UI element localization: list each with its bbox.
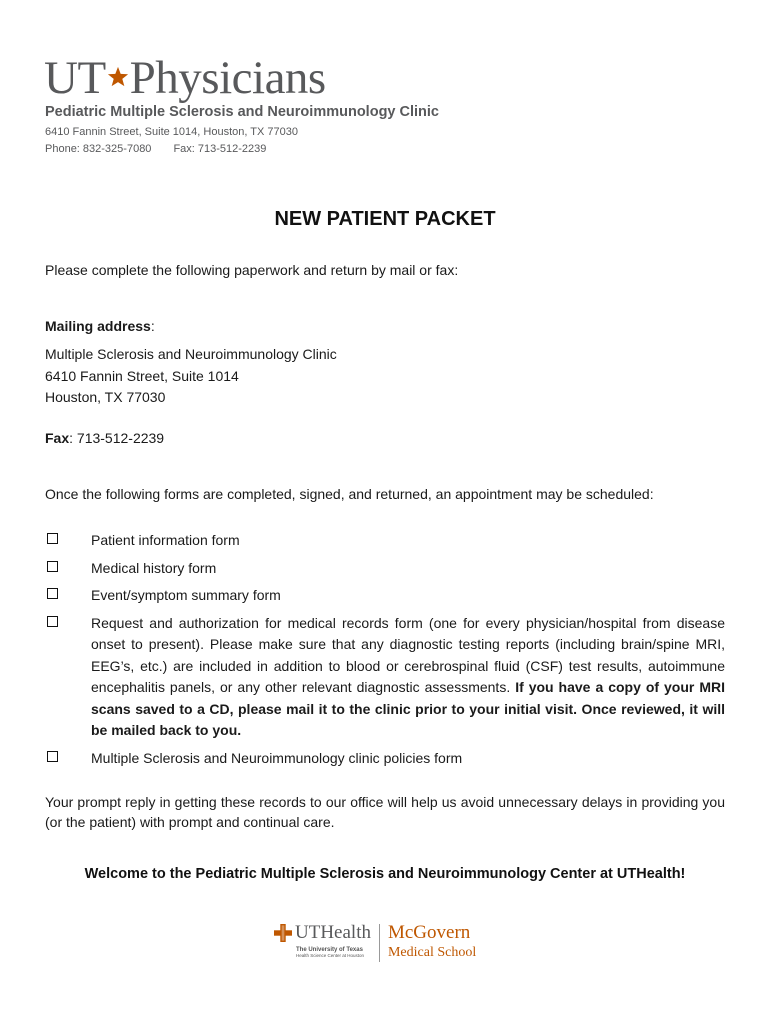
checklist-item-label: Request and authorization for medical records form (one for every physician/hospital from disease onset to present). Please make sure that any diagnostic testing reports (including brain/spine MRI, EEG’s, etc.) are included in addition to blood or cerebrospinal fluid (CSF) test results, autoimmune encephalitis panels, or any other relevant diagnostic assessments. <box>91 614 725 695</box>
checkbox[interactable] <box>47 561 58 572</box>
clinic-name: Pediatric Multiple Sclerosis and Neuroimmunology Clinic <box>45 104 439 120</box>
mailing-line-2: 6410 Fannin Street, Suite 1014 <box>45 368 239 384</box>
checklist-item <box>45 613 725 742</box>
clinic-phone: Phone: 832-325-7080 <box>45 143 152 155</box>
checklist-item-label: Medical history form <box>91 559 217 576</box>
checkbox[interactable] <box>47 751 58 762</box>
welcome-message: Welcome to the Pediatric Multiple Sclerosis and Neuroimmunology Center at UTHealth! <box>84 866 686 882</box>
fax-value: : 713-512-2239 <box>69 430 165 446</box>
checklist-item-label: Patient information form <box>91 532 240 548</box>
logo-physicians-text: Physicians <box>129 52 326 104</box>
page-title: NEW PATIENT PACKET <box>274 208 496 230</box>
checkbox[interactable] <box>47 588 58 599</box>
mailing-address-heading: Mailing address: <box>45 318 155 334</box>
mcgovern-logo <box>388 922 476 962</box>
closing-paragraph: Your prompt reply in getting these records to our office will help us avoid unnecessary delays in providing you (or the patient) with prompt and continual care. <box>45 794 725 830</box>
ut-physicians-logo <box>44 52 326 102</box>
forms-checklist <box>45 530 725 769</box>
checkbox[interactable] <box>47 533 58 544</box>
mailing-label: Mailing address <box>45 318 151 334</box>
mailing-line-1: Multiple Sclerosis and Neuroimmunology Clinic <box>45 346 337 362</box>
medical-school-name: Medical School <box>387 945 477 960</box>
forms-intro: Once the following forms are completed, signed, and returned, an appointment may be scheduled: <box>45 486 654 502</box>
uthealth-cross-icon <box>274 924 292 942</box>
clinic-fax: Fax: 713-512-2239 <box>173 143 267 155</box>
checklist-item-label: Multiple Sclerosis and Neuroimmunology clinic policies form <box>91 749 463 766</box>
clinic-contact <box>45 143 288 155</box>
checkbox[interactable] <box>47 616 58 627</box>
uthealth-mcgovern-logo <box>274 922 476 972</box>
uthealth-subtitle: The University of Texas <box>296 947 363 953</box>
checklist-item <box>45 558 725 580</box>
star-icon <box>107 66 129 88</box>
clinic-address: 6410 Fannin Street, Suite 1014, Houston, TX 77030 <box>45 126 298 138</box>
mcgovern-name: McGovern <box>387 922 471 943</box>
uthealth-subtitle-2: Health Science Center at Houston <box>296 953 365 958</box>
fax-label: Fax <box>45 430 70 446</box>
checklist-item <box>45 530 725 552</box>
uthealth-logo <box>274 922 371 958</box>
mailing-line-3: Houston, TX 77030 <box>45 389 166 405</box>
logo-ut-text: UT <box>44 52 106 104</box>
fax-line <box>45 430 164 446</box>
mri-cd-note: If you have a copy of your MRI scans saved to a CD, please mail it to the clinic prior to your initial visit. Once reviewed, it will be mailed back to you. <box>91 679 725 738</box>
intro-text: Please complete the following paperwork and return by mail or fax: <box>45 262 459 278</box>
logo-divider <box>379 924 380 962</box>
checklist-item-label: Event/symptom summary form <box>91 587 281 603</box>
checklist-item <box>45 748 725 770</box>
checklist-item <box>45 585 725 607</box>
uthealth-name: UTHealth <box>295 922 371 943</box>
